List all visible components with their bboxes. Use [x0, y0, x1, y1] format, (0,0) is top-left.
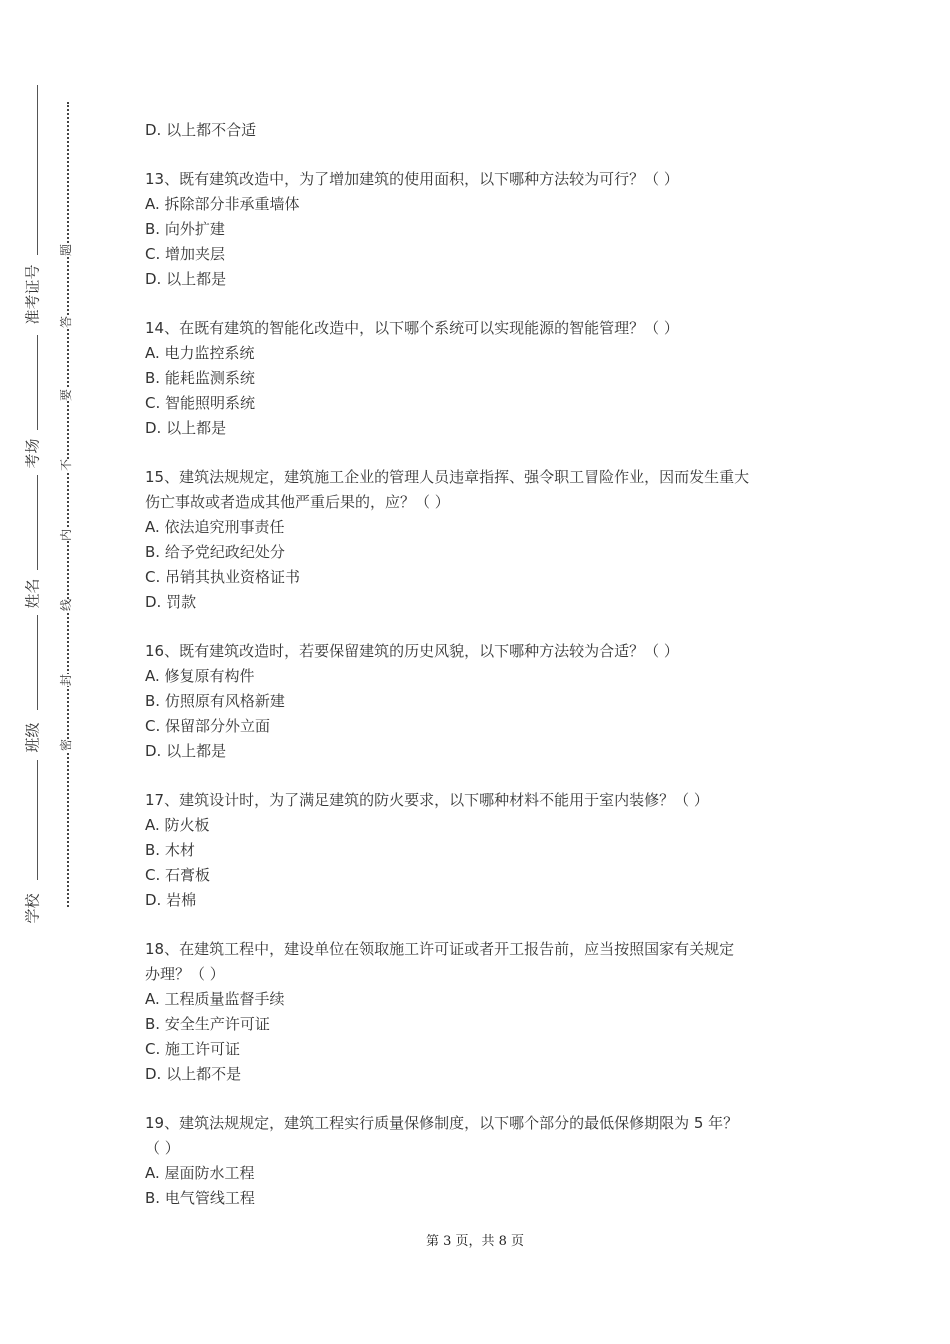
question-stem: 14、在既有建筑的智能化改造中，以下哪个系统可以实现能源的智能管理？（ ） — [145, 319, 679, 337]
answer-option: A. 电力监控系统 — [145, 344, 255, 362]
answer-option: D. 以上都是 — [145, 742, 227, 760]
answer-option: C. 智能照明系统 — [145, 394, 256, 412]
answer-option: A. 工程质量监督手续 — [145, 990, 285, 1008]
answer-option: C. 保留部分外立面 — [145, 717, 271, 735]
question-block — [145, 937, 825, 1087]
seal-dotted-line — [67, 102, 69, 907]
question-block — [145, 167, 825, 292]
question-stem: 办理？（ ） — [145, 965, 225, 983]
answer-option: D. 以上都是 — [145, 270, 227, 288]
question-stem: 17、建筑设计时，为了满足建筑的防火要求，以下哪种材料不能用于室内装修？（ ） — [145, 791, 709, 809]
answer-option: A. 屋面防水工程 — [145, 1164, 255, 1182]
underline-school — [37, 760, 38, 880]
question-stem: 16、既有建筑改造时，若要保留建筑的历史风貌，以下哪种方法较为合适？（ ） — [145, 642, 679, 660]
answer-option: D. 以上都不是 — [145, 1065, 242, 1083]
answer-option: B. 木材 — [145, 841, 195, 859]
answer-option: A. 修复原有构件 — [145, 667, 255, 685]
answer-option: B. 能耗监测系统 — [145, 369, 255, 387]
seal-char: 不 — [59, 458, 74, 472]
underline-name — [37, 475, 38, 570]
answer-option: C. 石膏板 — [145, 866, 211, 884]
answer-option: A. 拆除部分非承重墙体 — [145, 195, 300, 213]
answer-option: B. 安全生产许可证 — [145, 1015, 270, 1033]
question-block — [145, 788, 825, 913]
label-exam-room: 考场 — [23, 438, 42, 469]
label-school: 学校 — [23, 893, 42, 924]
seal-char: 题 — [59, 243, 74, 257]
answer-option: D. 岩棉 — [145, 891, 197, 909]
question-block — [145, 316, 825, 441]
underline-admission-no — [37, 85, 38, 255]
answer-option: A. 依法追究刑事责任 — [145, 518, 285, 536]
underline-exam-room — [37, 335, 38, 430]
page-footer: 第 3 页，共 8 页 — [425, 1234, 525, 1249]
answer-option: D. 以上都是 — [145, 419, 227, 437]
answer-option: B. 仿照原有风格新建 — [145, 692, 285, 710]
answer-option: C. 施工许可证 — [145, 1040, 241, 1058]
option-line: D. 以上都不合适 — [145, 121, 257, 139]
question-stem: 15、建筑法规规定，建筑施工企业的管理人员违章指挥、强令职工冒险作业，因而发生重大 — [145, 468, 750, 486]
question-block — [145, 639, 825, 764]
question-stem: 13、既有建筑改造中，为了增加建筑的使用面积，以下哪种方法较为可行？（ ） — [145, 170, 679, 188]
label-admission-no: 准考证号 — [23, 264, 42, 325]
question-stem: 伤亡事故或者造成其他严重后果的，应？（ ） — [145, 493, 450, 511]
answer-option: C. 增加夹层 — [145, 245, 226, 263]
answer-option: A. 防火板 — [145, 816, 210, 834]
question-stem: 19、建筑法规规定，建筑工程实行质量保修制度，以下哪个部分的最低保修期限为 5 年？ — [145, 1114, 739, 1132]
question-stem: 18、在建筑工程中，建设单位在领取施工许可证或者开工报告前，应当按照国家有关规定 — [145, 940, 735, 958]
answer-option: B. 向外扩建 — [145, 220, 225, 238]
answer-option: C. 吊销其执业资格证书 — [145, 568, 301, 586]
previous-question-tail — [145, 118, 825, 143]
label-name: 姓名 — [23, 578, 42, 609]
seal-char: 内 — [59, 528, 74, 542]
question-block — [145, 465, 825, 615]
answer-option: B. 给予党纪政纪处分 — [145, 543, 285, 561]
answer-option: D. 罚款 — [145, 593, 197, 611]
underline-class — [37, 615, 38, 710]
seal-char: 答 — [59, 315, 74, 329]
question-list — [145, 118, 825, 1235]
seal-char: 封 — [59, 673, 74, 687]
question-block — [145, 1111, 825, 1211]
seal-char: 要 — [59, 388, 74, 402]
question-stem: （ ） — [145, 1139, 180, 1157]
seal-char: 密 — [59, 738, 74, 752]
label-class: 班级 — [23, 722, 42, 753]
seal-char: 线 — [59, 598, 74, 612]
answer-option: B. 电气管线工程 — [145, 1189, 255, 1207]
